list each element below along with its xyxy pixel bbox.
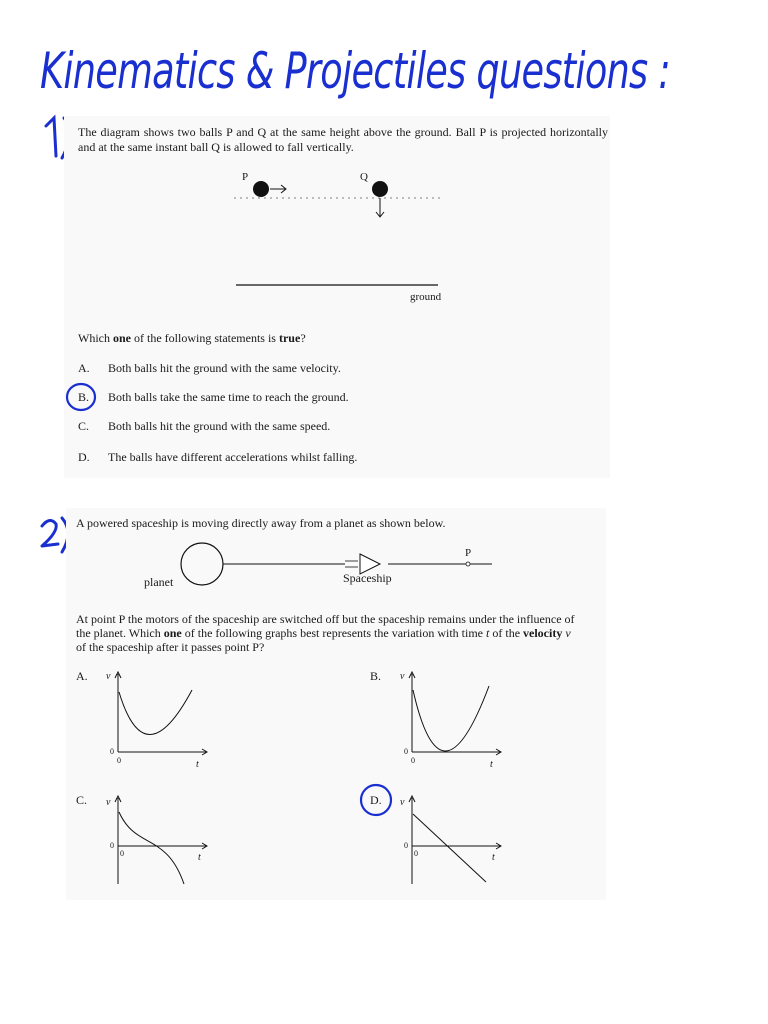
axis-t: t: [490, 759, 493, 770]
option-letter: B.: [78, 390, 90, 404]
ball-p-label: P: [242, 171, 249, 183]
origin-x: 0: [120, 849, 124, 858]
axis-t: t: [492, 852, 495, 863]
q1-stem: The diagram shows two balls P and Q at the same height above the ground. Ball P is projected horizontally and at the same instant ball Q is allowed to fall vertically.: [78, 125, 608, 154]
handwritten-heading: [0, 0, 768, 110]
q1-diagram: [230, 164, 460, 306]
graph-b: [394, 666, 504, 772]
option-letter: C.: [78, 419, 90, 433]
option-text: Both balls take the same time to reach the ground.: [108, 390, 349, 404]
graph-a: [100, 666, 210, 772]
q2-answer-circle: [358, 782, 394, 818]
origin-y: 0: [110, 747, 114, 756]
ball-p: [253, 181, 269, 197]
option-letter: D.: [78, 450, 90, 464]
option-text: Both balls hit the ground with the same speed.: [108, 419, 331, 433]
axis-t: t: [198, 852, 201, 863]
q1-prompt: Which one of the following statements is true?: [78, 331, 306, 345]
planet-circle: [181, 543, 223, 585]
axis-v: v: [400, 671, 405, 682]
graph-letter: D.: [370, 793, 382, 807]
graph-d: [394, 790, 504, 886]
axis-v: v: [106, 671, 111, 682]
ground-label: ground: [410, 291, 442, 303]
option-letter: A.: [78, 361, 90, 375]
q1-answer-circle: [64, 380, 100, 414]
q2-body-line3: of the spaceship after it passes point P?: [76, 640, 265, 654]
origin-y: 0: [110, 841, 114, 850]
origin-x: 0: [117, 756, 121, 765]
ball-q-label: Q: [360, 171, 368, 183]
graph-letter: A.: [76, 669, 88, 683]
q2-body-line1: At point P the motors of the spaceship are switched off but the spaceship remains under the influence of: [76, 612, 575, 626]
point-p-label: P: [465, 547, 472, 559]
origin-x: 0: [414, 849, 418, 858]
q2-body-line2: the planet. Which one of the following graphs best represents the variation with time t of the velocity v: [76, 626, 571, 640]
axis-t: t: [196, 759, 199, 770]
origin-y: 0: [404, 841, 408, 850]
spaceship-label: Spaceship: [343, 571, 392, 585]
option-text: Both balls hit the ground with the same velocity.: [108, 361, 341, 375]
graph-letter: B.: [370, 669, 382, 683]
graph-letter: C.: [76, 793, 88, 807]
q2-stem: A powered spaceship is moving directly away from a planet as shown below.: [76, 516, 446, 530]
planet-label: planet: [144, 575, 174, 589]
ball-q: [372, 181, 388, 197]
q2-diagram: [140, 540, 500, 592]
axis-v: v: [400, 797, 405, 808]
graph-c: [100, 790, 210, 886]
point-p-marker: [466, 562, 470, 566]
option-text: The balls have different accelerations whilst falling.: [108, 450, 358, 464]
origin-x: 0: [411, 756, 415, 765]
heading-text: Kinematics & Projectiles questions :: [40, 42, 670, 100]
origin-y: 0: [404, 747, 408, 756]
axis-v: v: [106, 797, 111, 808]
